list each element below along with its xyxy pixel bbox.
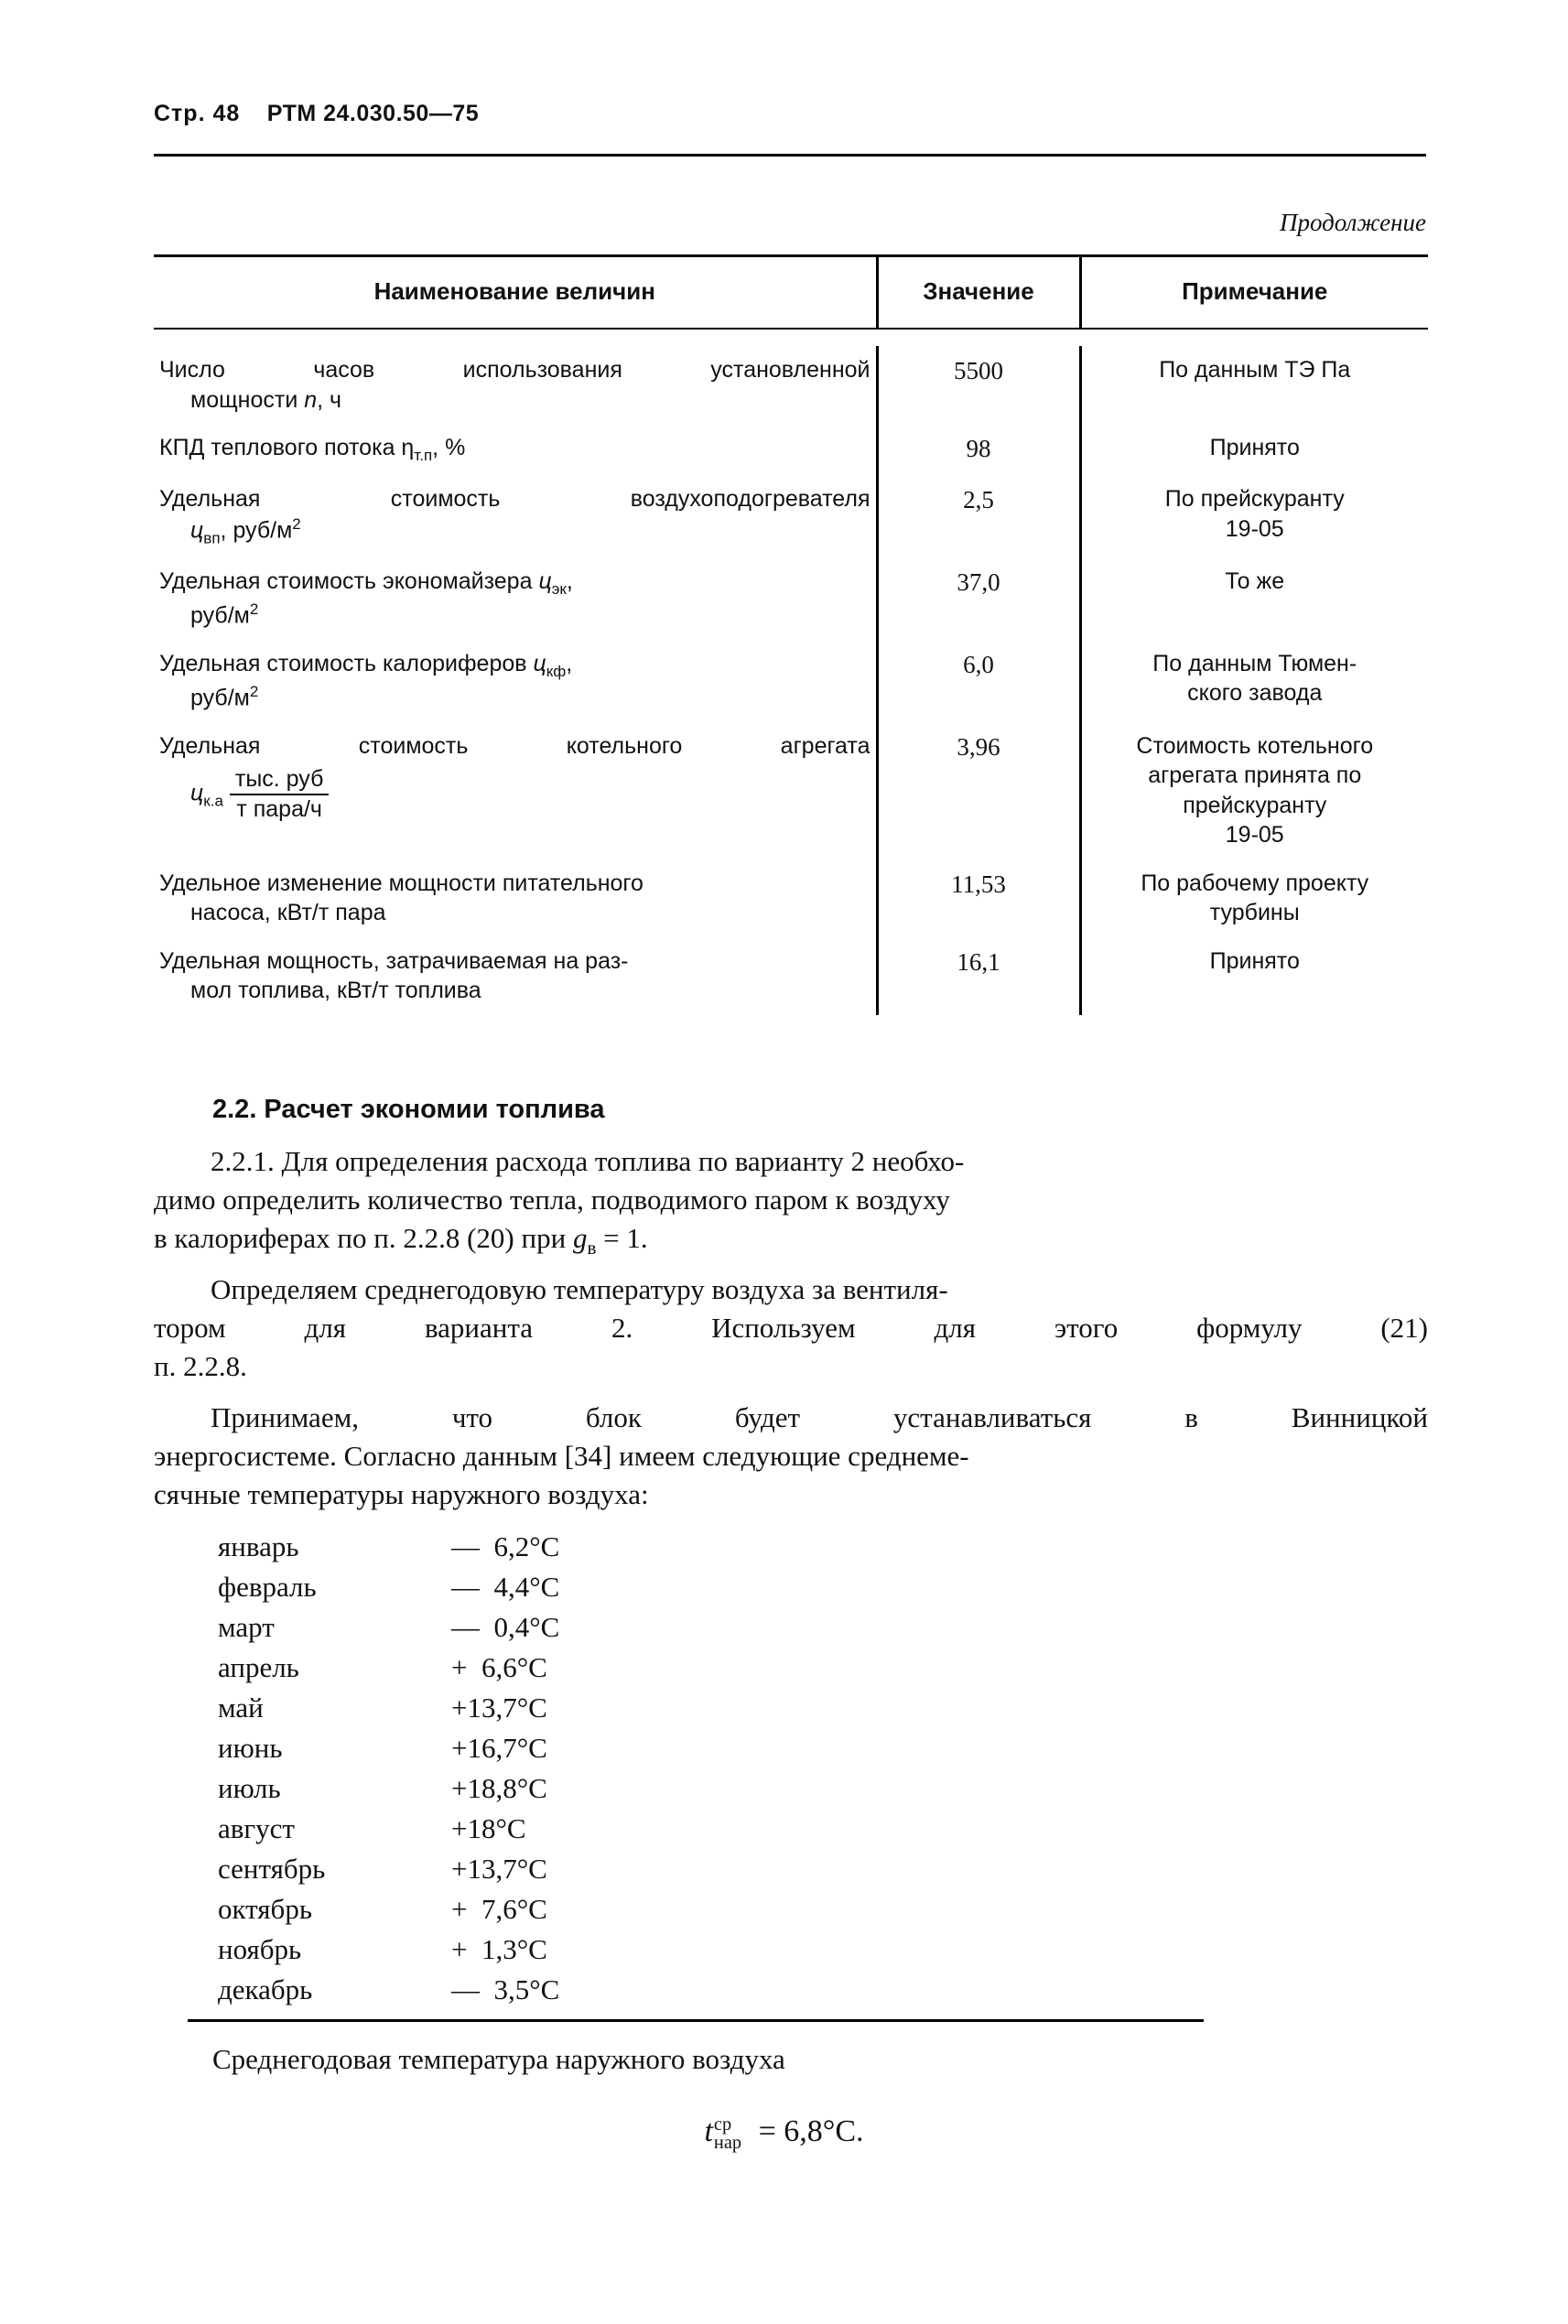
formula-indices [714, 2115, 741, 2153]
row-note [1080, 557, 1428, 640]
row-value: 5500 [877, 346, 1080, 424]
paragraph-3-line3: сячные температуры наружного воздуха: [154, 1478, 649, 1511]
list-item [218, 1809, 643, 1849]
month-value: — 4,4°С [451, 1571, 560, 1603]
row-note-line4: 19-05 [1225, 822, 1284, 849]
month-name: ноябрь [218, 1933, 302, 1965]
formula-subscript: нар [713, 2133, 742, 2154]
month-name: май [218, 1692, 264, 1724]
list-item [218, 1728, 643, 1768]
row-name-line2: руб/$м^2$ [190, 683, 259, 711]
list-item [218, 1567, 643, 1607]
row-name-line1: Число часов использования установленной [159, 357, 871, 383]
paragraph-2-line1: Определяем среднегодовую температуру воздуха за вентиля- [211, 1273, 948, 1305]
row-note-line1: По данным ТЭ Па [1159, 357, 1351, 383]
row-name [154, 424, 877, 475]
row-note [1080, 722, 1428, 859]
month-value: +13,7°С [451, 1692, 547, 1724]
formula-superscript: ср [713, 2113, 732, 2135]
row-note-line1: По данным Тюмен- [1152, 650, 1357, 676]
row-name-line2: руб/$м^2$ [190, 600, 259, 629]
monthly-temperature-list [218, 1527, 643, 2010]
month-name: октябрь [218, 1893, 312, 1925]
table-row [154, 346, 1428, 424]
paragraph-1-line2: димо определить количество тепла, подводимого паром к воздуху [154, 1184, 950, 1216]
table-row [154, 859, 1428, 937]
row-name [154, 640, 877, 722]
row-name-line1: Удельное изменение мощности питательного [159, 870, 643, 896]
page-number-label: Стр. 48 [154, 101, 241, 126]
row-note-line1: По прейскуранту [1164, 486, 1345, 513]
row-name-line2: насоса, кВт/т пара [190, 900, 386, 926]
unit-fraction [230, 766, 330, 823]
closing-divider [188, 2019, 1204, 2022]
row-note-line2: турбины [1209, 900, 1300, 926]
month-value: — 0,4°С [451, 1611, 560, 1643]
list-item [218, 1688, 643, 1728]
row-value: 6,0 [877, 640, 1080, 722]
list-item [218, 1849, 643, 1889]
month-name: июль [218, 1772, 281, 1804]
column-header-name: Наименование величин [373, 277, 655, 305]
list-item [218, 1607, 643, 1648]
month-name: апрель [218, 1651, 299, 1683]
header-divider [154, 154, 1426, 157]
row-note [1080, 937, 1428, 1015]
paragraph-2 [154, 1270, 1428, 1386]
list-item [218, 1929, 643, 1970]
row-note-line3: прейскуранту [1183, 792, 1327, 818]
row-name [154, 557, 877, 640]
parameters-table-body [154, 346, 1428, 1015]
list-item [218, 1970, 643, 2010]
paragraph-2-line2: тором для варианта 2. Используем для этого формулу (21) [154, 1312, 1428, 1345]
row-note-line2: агрегата принята по [1148, 762, 1362, 789]
month-name: март [218, 1611, 275, 1643]
table-row [154, 937, 1428, 1015]
month-name: сентябрь [218, 1853, 326, 1885]
month-value: +16,7°С [451, 1732, 547, 1764]
column-header-value: Значение [877, 257, 1080, 328]
row-value: 98 [877, 424, 1080, 475]
month-value: + 6,6°С [451, 1651, 547, 1683]
row-note [1080, 640, 1428, 722]
row-value: 2,5 [877, 475, 1080, 557]
list-item [218, 1889, 643, 1929]
row-name [154, 937, 877, 1015]
row-value: 3,96 [877, 722, 1080, 859]
row-name-line1: КПД теплового потока $\eta_{т.п}$, % [159, 435, 466, 464]
table-row [154, 557, 1428, 640]
row-note [1080, 346, 1428, 424]
month-value: — 3,5°С [451, 1973, 560, 2005]
row-note-line1: По рабочему проекту [1141, 870, 1369, 896]
cost-symbol-subscript: к.а [203, 792, 223, 810]
row-value: 11,53 [877, 859, 1080, 937]
formula-symbol: t [704, 2114, 713, 2148]
column-header-note: Примечание [1080, 257, 1428, 328]
row-note-line2: ского завода [1187, 680, 1323, 707]
closing-text: Среднегодовая температура наружного воздуха [212, 2043, 785, 2075]
month-name: июнь [218, 1732, 283, 1764]
fraction-denominator: т пара/ч [236, 796, 322, 823]
row-note [1080, 475, 1428, 557]
row-name-line2: $ц_{вп}$, руб/$м^2$ [190, 514, 301, 546]
month-name: февраль [218, 1571, 317, 1603]
month-name: январь [218, 1530, 299, 1562]
paragraph-1-line3: в калориферах по п. 2.2.8 (20) при $g_в = 1$. [154, 1222, 648, 1259]
row-name-line2: мощности n, ч [190, 386, 342, 413]
paragraph-1 [154, 1142, 1428, 1261]
continuation-label: Продолжение [1279, 209, 1426, 236]
parameters-table-wrapper [154, 254, 1428, 1015]
paragraph-3 [154, 1399, 1428, 1514]
month-value: +18°С [451, 1812, 526, 1844]
table-row [154, 722, 1428, 859]
row-note [1080, 859, 1428, 937]
row-name [154, 859, 877, 937]
row-note [1080, 424, 1428, 475]
paragraph-2-line3: п. 2.2.8. [154, 1350, 247, 1383]
month-value: + 7,6°С [451, 1893, 547, 1925]
list-item [218, 1648, 643, 1688]
row-note-line1: Принято [1209, 947, 1300, 974]
row-value: 37,0 [877, 557, 1080, 640]
section-title: 2.2. Расчет экономии топлива [212, 1095, 605, 1124]
row-name-line2: мол топлива, кВт/т топлива [190, 978, 481, 1004]
list-item [218, 1527, 643, 1567]
month-name: август [218, 1812, 295, 1844]
table-header-row [154, 257, 1428, 328]
paragraph-3-line2: энергосистеме. Согласно данным [34] имеем следующие среднеме- [154, 1440, 969, 1473]
paragraph-3-line1: Принимаем, что блок будет устанавливаться в Винницкой [211, 1401, 1428, 1433]
row-note-line1: То же [1225, 568, 1285, 595]
table-row [154, 424, 1428, 475]
row-name-line1: Удельная мощность, затрачиваемая на раз- [159, 947, 629, 974]
row-name-line1: Удельная стоимость калориферов $ц_{кф}$, [159, 650, 573, 680]
row-note-line1: Принято [1209, 435, 1300, 460]
list-item [218, 1768, 643, 1809]
month-value: +13,7°С [451, 1853, 547, 1885]
fraction-numerator: тыс. руб [230, 766, 330, 795]
table-row [154, 475, 1428, 557]
average-temperature-formula [0, 2114, 1568, 2153]
row-name [154, 722, 877, 859]
parameters-table [154, 257, 1428, 328]
table-row [154, 640, 1428, 722]
row-value: 16,1 [877, 937, 1080, 1015]
row-name-line1: Удельная стоимость котельного агрегата [159, 732, 871, 759]
row-note-line2: 19-05 [1225, 515, 1284, 542]
row-name [154, 475, 877, 557]
table-header-divider [154, 328, 1428, 330]
document-code: РТМ 24.030.50—75 [266, 101, 480, 126]
month-value: — 6,2°С [451, 1530, 560, 1562]
row-name-line1: Удельная стоимость экономайзера $ц_{эк}$, [159, 568, 573, 599]
month-value: +18,8°С [451, 1772, 547, 1804]
paragraph-1-line1: 2.2.1. Для определения расхода топлива по варианту 2 необхо- [211, 1145, 965, 1177]
row-name-formula [159, 766, 871, 823]
month-name: декабрь [218, 1973, 313, 2005]
month-value: + 1,3°С [451, 1933, 547, 1965]
row-note-line1: Стоимость котельного [1136, 732, 1374, 759]
cost-symbol: ц [190, 780, 204, 806]
monthly-temperature-table [218, 1527, 643, 2010]
row-name [154, 346, 877, 424]
page-header [154, 101, 479, 127]
formula-value: = 6,8°С. [758, 2114, 864, 2148]
row-name-line1: Удельная стоимость воздухоподогревателя [159, 486, 871, 513]
